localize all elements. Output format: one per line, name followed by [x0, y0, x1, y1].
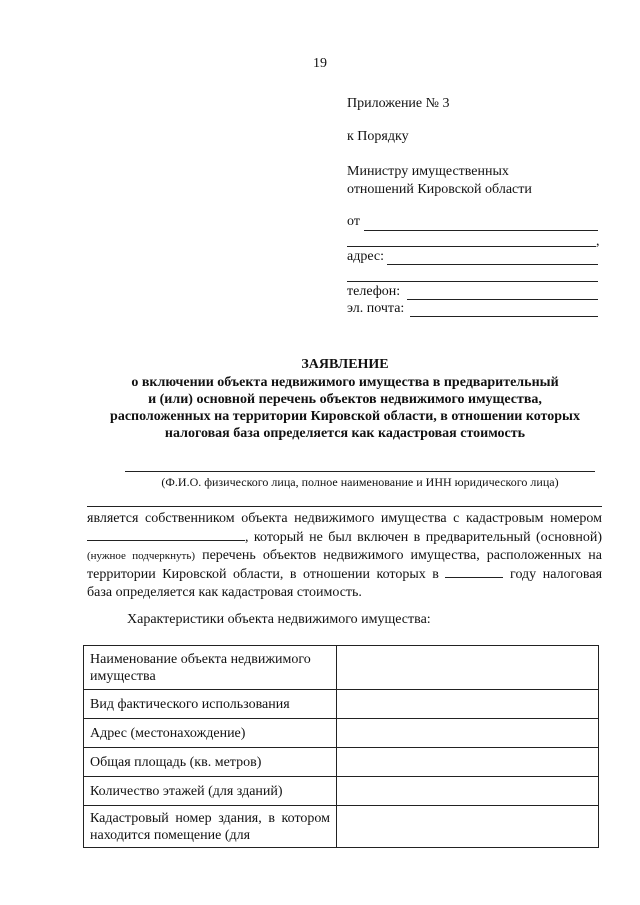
table-row	[84, 777, 599, 806]
order-reference: к Порядку	[347, 129, 409, 144]
row-value[interactable]	[337, 690, 599, 719]
table-row	[84, 646, 599, 690]
email-input-line[interactable]	[410, 316, 598, 317]
document-subtitle	[90, 374, 600, 442]
applicant-caption: (Ф.И.О. физического лица, полное наименование и ИНН юридического лица)	[161, 475, 559, 489]
page-number: 19	[313, 56, 327, 71]
row-value[interactable]	[337, 806, 599, 848]
subtitle-line-3: расположенных на территории Кировской области, в отношении которых	[110, 409, 580, 424]
underline-note: (нужное подчеркнуть)	[87, 550, 196, 562]
address-input-line[interactable]	[387, 264, 598, 265]
address-input-line-2[interactable]	[347, 281, 598, 282]
row-value[interactable]	[337, 748, 599, 777]
subtitle-line-2: и (или) основной перечень объектов недвижимого имущества,	[148, 392, 542, 407]
row-label: Адрес (местонахождение)	[84, 719, 337, 748]
statement-part-4: году налоговая база определяется как кадастровая стоимость.	[87, 567, 603, 600]
table-row	[84, 690, 599, 719]
row-label: Вид фактического использования	[84, 690, 337, 719]
from-input-line-2[interactable]	[347, 246, 596, 247]
address-label: адрес:	[347, 249, 385, 264]
table-row	[84, 719, 599, 748]
phone-label: телефон:	[347, 284, 401, 299]
statement-part-1: является собственником объекта недвижимого имущества с кадастровым номером	[87, 511, 602, 526]
recipient-line-2: отношений Кировской области	[347, 182, 532, 197]
from-label: от	[347, 214, 360, 229]
characteristics-table	[83, 645, 599, 848]
recipient-line-1: Министру имущественных	[347, 164, 509, 179]
table-intro: Характеристики объекта недвижимого имущества:	[127, 612, 431, 627]
row-value[interactable]	[337, 777, 599, 806]
row-label: Кадастровый номер здания, в котором находится помещение (для	[84, 806, 337, 848]
subtitle-line-1: о включении объекта недвижимого имущества в предварительный	[131, 375, 559, 390]
document-title: ЗАЯВЛЕНИЕ	[301, 357, 389, 372]
row-label: Общая площадь (кв. метров)	[84, 748, 337, 777]
comma: ,	[596, 234, 600, 249]
row-label: Наименование объекта недвижимого имущества	[84, 646, 337, 690]
table-row	[84, 806, 599, 848]
row-value[interactable]	[337, 719, 599, 748]
subtitle-line-4: налоговая база определяется как кадастровая стоимость	[164, 426, 526, 441]
phone-input-line[interactable]	[407, 299, 598, 300]
applicant-input-line-2[interactable]	[87, 506, 602, 507]
statement-part-3: перечень объектов недвижимого имущества, расположенных на территории Кировской области, в отношении которых в	[87, 548, 602, 582]
table-row	[84, 748, 599, 777]
appendix-label: Приложение № 3	[347, 96, 450, 111]
applicant-input-line[interactable]	[125, 471, 595, 472]
year-field[interactable]	[445, 565, 503, 578]
statement-paragraph	[87, 510, 602, 602]
email-label: эл. почта:	[347, 301, 405, 316]
statement-part-2: , который не был включен в предварительный (основной)	[245, 530, 602, 545]
from-input-line[interactable]	[364, 230, 598, 231]
row-value[interactable]	[337, 646, 599, 690]
row-label: Количество этажей (для зданий)	[84, 777, 337, 806]
cadastral-number-field[interactable]	[87, 528, 245, 541]
